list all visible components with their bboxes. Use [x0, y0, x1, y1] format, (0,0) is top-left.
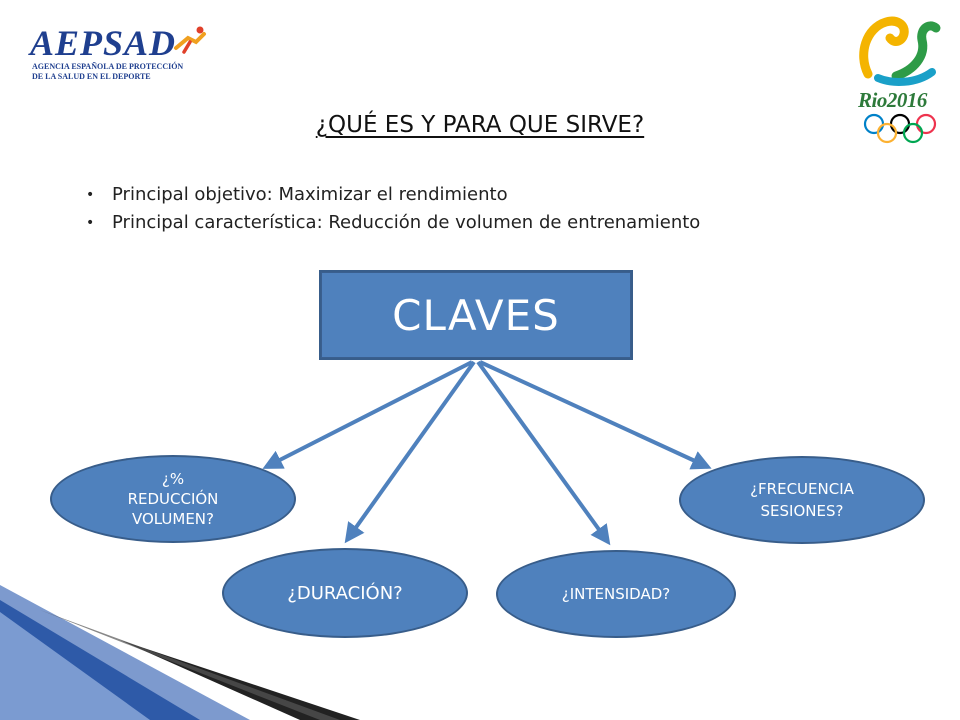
bullet-icon: •	[86, 187, 95, 203]
arrow-duracion	[347, 362, 474, 540]
aepsad-wordmark: AEPSAD	[30, 23, 177, 63]
node-reduccion-volumen: ¿% REDUCCIÓN VOLUMEN?	[50, 455, 296, 543]
bullet-item: • Principal objetivo: Maximizar el rendimiento	[86, 181, 700, 209]
rio2016-wordmark: Rio2016	[858, 88, 927, 112]
bullet-item: • Principal característica: Reducción de volumen de entrenamiento	[86, 209, 700, 237]
claves-label: CLAVES	[392, 290, 560, 340]
slide-title: ¿QUÉ ES Y PARA QUE SIRVE?	[315, 112, 645, 138]
node-intensidad: ¿INTENSIDAD?	[496, 550, 736, 638]
claves-box	[319, 270, 633, 360]
aepsad-subtitle: AGENCIA ESPAÑOLA DE PROTECCIÓN DE LA SALUD EN EL DEPORTE	[32, 62, 184, 81]
node-frecuencia-sesiones: ¿FRECUENCIA SESIONES?	[679, 456, 925, 544]
node-duracion: ¿DURACIÓN?	[222, 548, 468, 638]
arrow-reduccion	[266, 362, 472, 467]
bullet-icon: •	[86, 215, 95, 231]
